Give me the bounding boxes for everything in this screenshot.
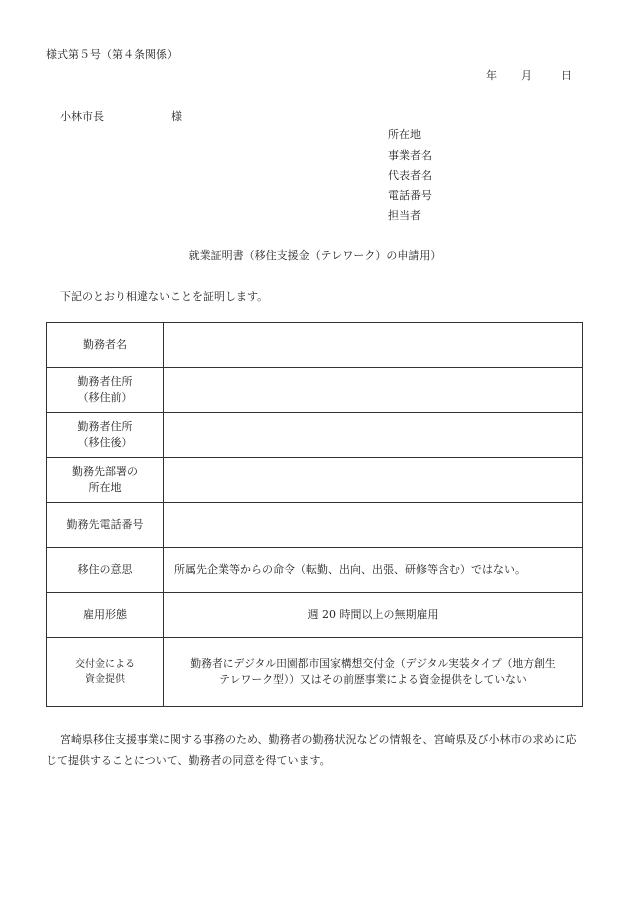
table-row <box>47 413 583 458</box>
date-month-label: 月 <box>521 69 532 82</box>
table-row <box>47 323 583 368</box>
worker-name-value <box>164 323 583 368</box>
table-row <box>47 593 583 638</box>
employment-type-label: 雇用形態 <box>83 608 127 621</box>
department-address-label: 勤務先部署の 所在地 <box>72 465 138 494</box>
workplace-phone-value <box>164 503 583 548</box>
addressee-honorific: 様 <box>171 110 182 123</box>
sender-address-label: 所在地 <box>388 128 421 141</box>
grant-funding-value: 勤務者にデジタル田園都市国家構想交付金（デジタル実装タイプ（地方創生 テレワーク型））又はその前歴事業による資金提供をしていない <box>164 638 583 707</box>
address-after-label: 勤務者住所 （移住後） <box>77 420 133 449</box>
row-label <box>47 638 164 707</box>
workplace-phone-label: 勤務先電話番号 <box>66 518 144 531</box>
certificate-table <box>46 322 583 707</box>
row-label <box>47 458 164 503</box>
worker-name-label: 勤務者名 <box>83 338 127 351</box>
table-row <box>47 458 583 503</box>
table-row <box>47 503 583 548</box>
row-label <box>47 413 164 458</box>
address-after-value <box>164 413 583 458</box>
address-before-label: 勤務者住所 （移住前） <box>77 375 133 404</box>
date-day-label: 日 <box>561 69 572 82</box>
document-title: 就業証明書（移住支援金（テレワーク）の申請用） <box>188 249 442 262</box>
row-label <box>47 323 164 368</box>
table-row <box>47 638 583 707</box>
grant-funding-label: 交付金による 資金提供 <box>75 659 135 685</box>
row-label <box>47 593 164 638</box>
sender-contact-label: 担当者 <box>388 209 421 222</box>
addressee-name: 小林市長 <box>60 110 104 123</box>
form-number: 様式第５号（第４条関係） <box>46 48 178 61</box>
row-label <box>47 548 164 593</box>
relocation-intent-label: 移住の意思 <box>77 563 133 576</box>
intro-text: 下記のとおり相違ないことを証明します。 <box>60 290 269 303</box>
employment-type-value: 週 20 時間以上の無期雇用 <box>164 593 583 638</box>
relocation-intent-value: 所属先企業等からの命令（転勤、出向、出張、研修等含む）ではない。 <box>164 548 583 593</box>
sender-representative-label: 代表者名 <box>388 169 432 182</box>
date-year-label: 年 <box>486 69 497 82</box>
row-label <box>47 503 164 548</box>
consent-statement: 宮崎県移住支援事業に関する事務のため、勤務者の勤務状況などの情報を、宮崎県及び小林市の求めに応じて提供することについて、勤務者の同意を得ています。 <box>46 733 577 767</box>
sender-phone-label: 電話番号 <box>388 189 432 202</box>
department-address-value <box>164 458 583 503</box>
table-row <box>47 548 583 593</box>
sender-company-label: 事業者名 <box>388 149 432 162</box>
row-label <box>47 368 164 413</box>
table-row <box>47 368 583 413</box>
address-before-value <box>164 368 583 413</box>
